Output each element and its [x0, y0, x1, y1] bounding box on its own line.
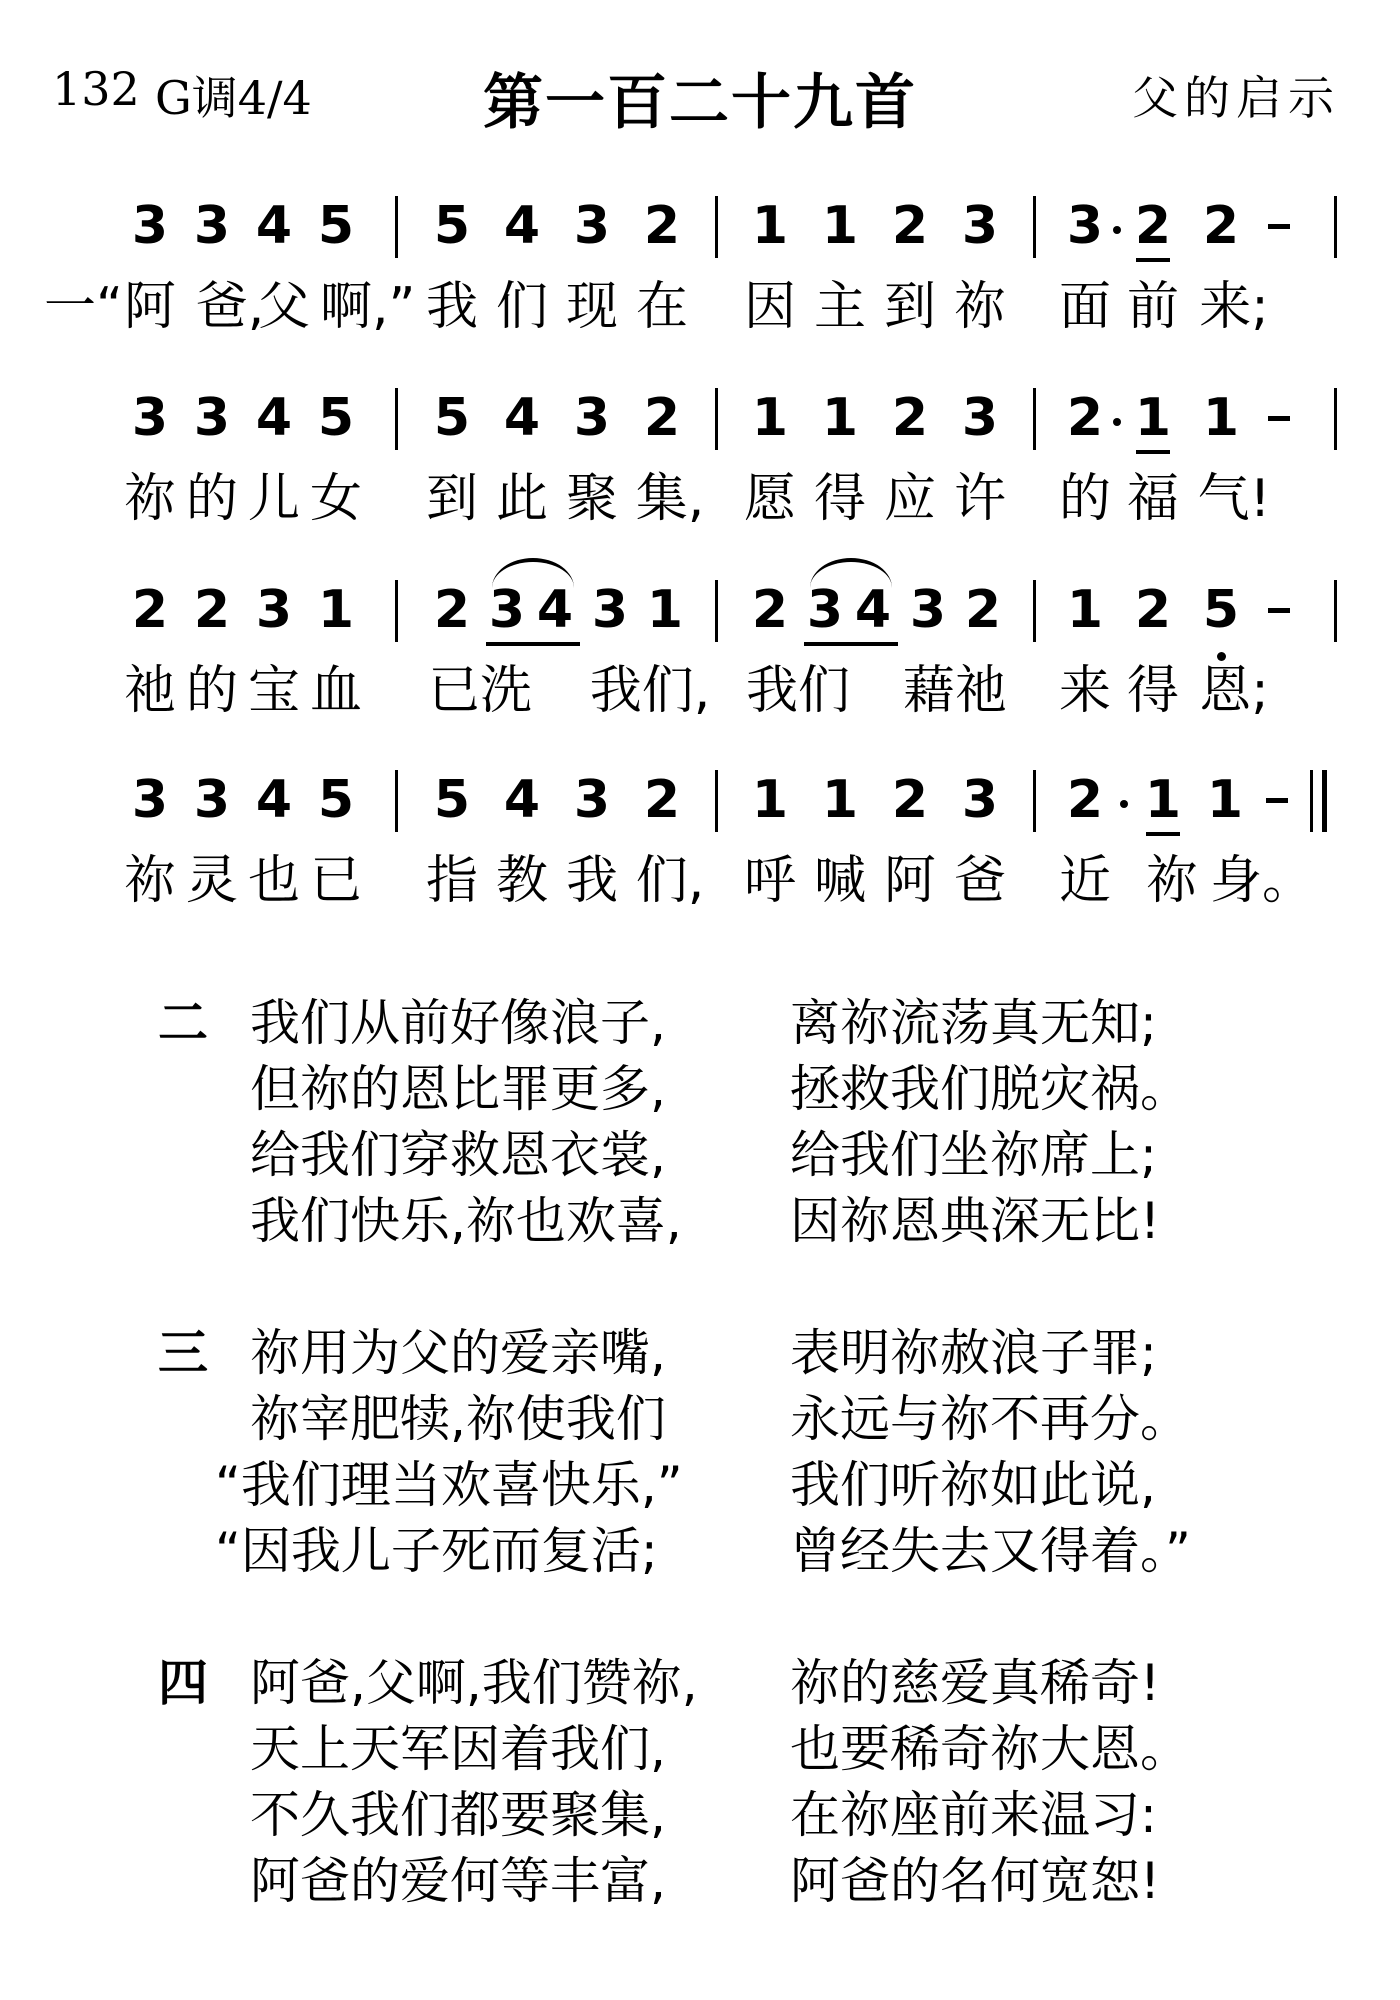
- final-barline: [1310, 770, 1313, 832]
- note: 2: [1202, 196, 1240, 256]
- note: 2: [131, 580, 169, 640]
- verse-line: 永远与祢不再分。: [790, 1390, 1190, 1448]
- lyric: 已洗: [427, 661, 532, 721]
- lyric: 藉祂: [902, 661, 1007, 721]
- verse-line: “我们理当欢喜快乐,”: [215, 1456, 683, 1514]
- lyric: 前: [1126, 277, 1179, 337]
- dash: [1266, 798, 1288, 803]
- lyric: 们: [495, 277, 548, 337]
- note: 3: [591, 580, 629, 640]
- lyric: 在: [635, 277, 688, 337]
- note: 1: [646, 580, 684, 640]
- note: 5: [317, 196, 355, 256]
- note: 5: [433, 196, 471, 256]
- note: 3: [193, 196, 231, 256]
- lyric: 的: [185, 469, 238, 529]
- notation-line-4: [0, 762, 1400, 852]
- verse-number: 二: [158, 994, 208, 1052]
- lyric: 阿: [123, 277, 176, 337]
- notation-line-1: [0, 188, 1400, 278]
- verse-line: 也要稀奇祢大恩。: [790, 1720, 1190, 1778]
- lyric: 恩;: [1199, 661, 1269, 721]
- note: 4: [854, 580, 892, 640]
- augmentation-dot: [1120, 800, 1128, 808]
- lyric: 面: [1058, 277, 1111, 337]
- note: 3: [131, 388, 169, 448]
- note: 3: [193, 388, 231, 448]
- lyric: 祢: [123, 469, 176, 529]
- lyric: 呼: [743, 851, 796, 911]
- note: 3: [131, 196, 169, 256]
- note: 3: [573, 196, 611, 256]
- verse-line: 表明祢赦浪子罪;: [790, 1324, 1157, 1382]
- lyric: 聚: [565, 469, 618, 529]
- note: 5: [1202, 580, 1240, 640]
- barline: [715, 580, 718, 642]
- verse-line: 因祢恩典深无比!: [790, 1192, 1161, 1250]
- page-number: 132: [52, 62, 140, 116]
- note: 3: [255, 580, 293, 640]
- note: 2: [1066, 388, 1104, 448]
- verse-line: 在祢座前来温习:: [790, 1786, 1157, 1844]
- lyrics-line-4: [0, 846, 1400, 916]
- note: 4: [503, 770, 541, 830]
- lyric: 我们: [745, 661, 850, 721]
- verse-line: 给我们坐祢席上;: [790, 1126, 1157, 1184]
- note: 4: [503, 388, 541, 448]
- note: 4: [536, 580, 574, 640]
- note: 2: [1066, 770, 1104, 830]
- notation-line-2: [0, 380, 1400, 470]
- barline: [715, 770, 718, 832]
- note: 2: [643, 770, 681, 830]
- barline: [395, 196, 398, 258]
- verse-line: 离祢流荡真无知;: [790, 994, 1157, 1052]
- lyric: 我: [425, 277, 478, 337]
- barline: [715, 388, 718, 450]
- note: 2: [964, 580, 1002, 640]
- note: 4: [255, 388, 293, 448]
- note: 1: [821, 388, 859, 448]
- barline: [1033, 580, 1036, 642]
- augmentation-dot: [1113, 226, 1121, 234]
- slur: [492, 558, 574, 588]
- lyric: 宝: [247, 661, 300, 721]
- lyric: 身。: [1210, 851, 1315, 911]
- note: 1: [1134, 388, 1172, 448]
- note: 3: [193, 770, 231, 830]
- lyric: 祢: [1145, 851, 1198, 911]
- note: 2: [1134, 196, 1172, 256]
- note: 1: [751, 196, 789, 256]
- lyric: 的: [1058, 469, 1111, 529]
- verse-number: 四: [158, 1654, 208, 1712]
- note: 1: [751, 388, 789, 448]
- note: 3: [573, 388, 611, 448]
- verse-line: 祢宰肥犊,祢使我们: [250, 1390, 666, 1448]
- lyric: 教: [495, 851, 548, 911]
- note: 2: [891, 388, 929, 448]
- verse-line: 天上天军因着我们,: [250, 1720, 666, 1778]
- lyric-lead: 一“: [44, 277, 123, 337]
- barline: [395, 580, 398, 642]
- verse-line: 祢用为父的爱亲嘴,: [250, 1324, 666, 1382]
- verse-line: 阿爸,父啊,我们赞祢,: [250, 1654, 698, 1712]
- dash: [1268, 416, 1290, 421]
- note: 2: [643, 388, 681, 448]
- lyric: 得: [813, 469, 866, 529]
- lyric: 主: [813, 277, 866, 337]
- note: 5: [317, 388, 355, 448]
- hymn-subtitle: 父的启示: [1132, 71, 1340, 125]
- note: 1: [1202, 388, 1240, 448]
- lyric: 此: [495, 469, 548, 529]
- lyric: 应: [883, 469, 936, 529]
- note: 1: [821, 770, 859, 830]
- lyrics-line-2: [0, 464, 1400, 534]
- note: 1: [1144, 770, 1182, 830]
- underline: [1136, 450, 1170, 454]
- underline: [1136, 258, 1170, 262]
- note: 3: [488, 580, 526, 640]
- lyric: 也: [247, 851, 300, 911]
- verse-line: 但祢的恩比罪更多,: [250, 1060, 666, 1118]
- lyric: 灵: [185, 851, 238, 911]
- note: 1: [821, 196, 859, 256]
- hymn-title: 第一百二十九首: [483, 68, 917, 138]
- lyric: 来;: [1199, 277, 1269, 337]
- note: 5: [317, 770, 355, 830]
- note: 2: [1134, 580, 1172, 640]
- note: 5: [433, 770, 471, 830]
- note: 3: [909, 580, 947, 640]
- lyric: 近: [1058, 851, 1111, 911]
- note: 2: [751, 580, 789, 640]
- lyric: 爸: [953, 851, 1006, 911]
- lyrics-line-1: [0, 272, 1400, 342]
- lyric: 祢: [953, 277, 1006, 337]
- note: 1: [751, 770, 789, 830]
- barline: [1033, 388, 1036, 450]
- note: 4: [503, 196, 541, 256]
- note: 3: [131, 770, 169, 830]
- note: 4: [255, 770, 293, 830]
- note: 3: [961, 770, 999, 830]
- lyric: 啊,”: [320, 277, 416, 337]
- final-barline-thick: [1322, 770, 1327, 832]
- lyric: 父: [257, 277, 310, 337]
- lyric: 们,: [635, 851, 705, 911]
- lyric: 的: [185, 661, 238, 721]
- lyric: 愿: [743, 469, 796, 529]
- lyric: 血: [309, 661, 362, 721]
- verse-line: 祢的慈爱真稀奇!: [790, 1654, 1161, 1712]
- note: 5: [433, 388, 471, 448]
- dash: [1268, 608, 1290, 613]
- verse-line: “因我儿子死而复活;: [215, 1522, 658, 1580]
- underline: [1146, 832, 1180, 836]
- note: 4: [255, 196, 293, 256]
- note: 3: [961, 388, 999, 448]
- lyric: 得: [1126, 661, 1179, 721]
- barline: [1033, 196, 1036, 258]
- lyric: 指: [425, 851, 478, 911]
- verse-line: 阿爸的名何宽恕!: [790, 1852, 1161, 1910]
- lyric: 到: [883, 277, 936, 337]
- lyric: 已: [309, 851, 362, 911]
- slur: [810, 558, 892, 588]
- lyric: 福: [1126, 469, 1179, 529]
- augmentation-dot: [1113, 418, 1121, 426]
- verse-line: 我们从前好像浪子,: [250, 994, 666, 1052]
- barline: [1033, 770, 1036, 832]
- lyrics-line-3: [0, 656, 1400, 726]
- verse-number: 三: [158, 1324, 208, 1382]
- note: 2: [193, 580, 231, 640]
- note: 1: [317, 580, 355, 640]
- lyric: 女: [309, 469, 362, 529]
- dash: [1268, 224, 1290, 229]
- lyric: 因: [743, 277, 796, 337]
- barline: [715, 196, 718, 258]
- barline: [395, 388, 398, 450]
- barline: [1334, 196, 1337, 258]
- lyric: 阿: [883, 851, 936, 911]
- lyric: 喊: [813, 851, 866, 911]
- note: 2: [891, 770, 929, 830]
- lyric: 祢: [123, 851, 176, 911]
- lyric: 祂: [123, 661, 176, 721]
- note: 1: [1206, 770, 1244, 830]
- barline: [1334, 580, 1337, 642]
- verse-line: 不久我们都要聚集,: [250, 1786, 666, 1844]
- barline: [395, 770, 398, 832]
- underline: [804, 642, 898, 646]
- barline: [1334, 388, 1337, 450]
- verse-line: 曾经失去又得着。”: [790, 1522, 1191, 1580]
- note: 3: [573, 770, 611, 830]
- verse-line: 拯救我们脱灾祸。: [790, 1060, 1190, 1118]
- note: 3: [806, 580, 844, 640]
- key-signature: G调4/4: [155, 71, 312, 125]
- underline: [486, 642, 580, 646]
- verse-line: 给我们穿救恩衣裳,: [250, 1126, 666, 1184]
- note: 2: [643, 196, 681, 256]
- lyric: 集,: [635, 469, 705, 529]
- note: 2: [433, 580, 471, 640]
- note: 1: [1066, 580, 1104, 640]
- lyric: 现: [565, 277, 618, 337]
- lyric: 气!: [1197, 469, 1271, 529]
- lyric: 我: [565, 851, 618, 911]
- verse-line: 我们快乐,祢也欢喜,: [250, 1192, 682, 1250]
- note: 2: [891, 196, 929, 256]
- lyric: 许: [953, 469, 1006, 529]
- notation-line-3: [0, 572, 1400, 662]
- verse-line: 阿爸的爱何等丰富,: [250, 1852, 666, 1910]
- lyric: 爸,: [195, 277, 265, 337]
- note: 3: [961, 196, 999, 256]
- verse-line: 我们听祢如此说,: [790, 1456, 1156, 1514]
- note: 3: [1066, 196, 1104, 256]
- lyric: 儿: [247, 469, 300, 529]
- lyric: 到: [425, 469, 478, 529]
- lyric: 来: [1058, 661, 1111, 721]
- lyric: 我们,: [589, 661, 711, 721]
